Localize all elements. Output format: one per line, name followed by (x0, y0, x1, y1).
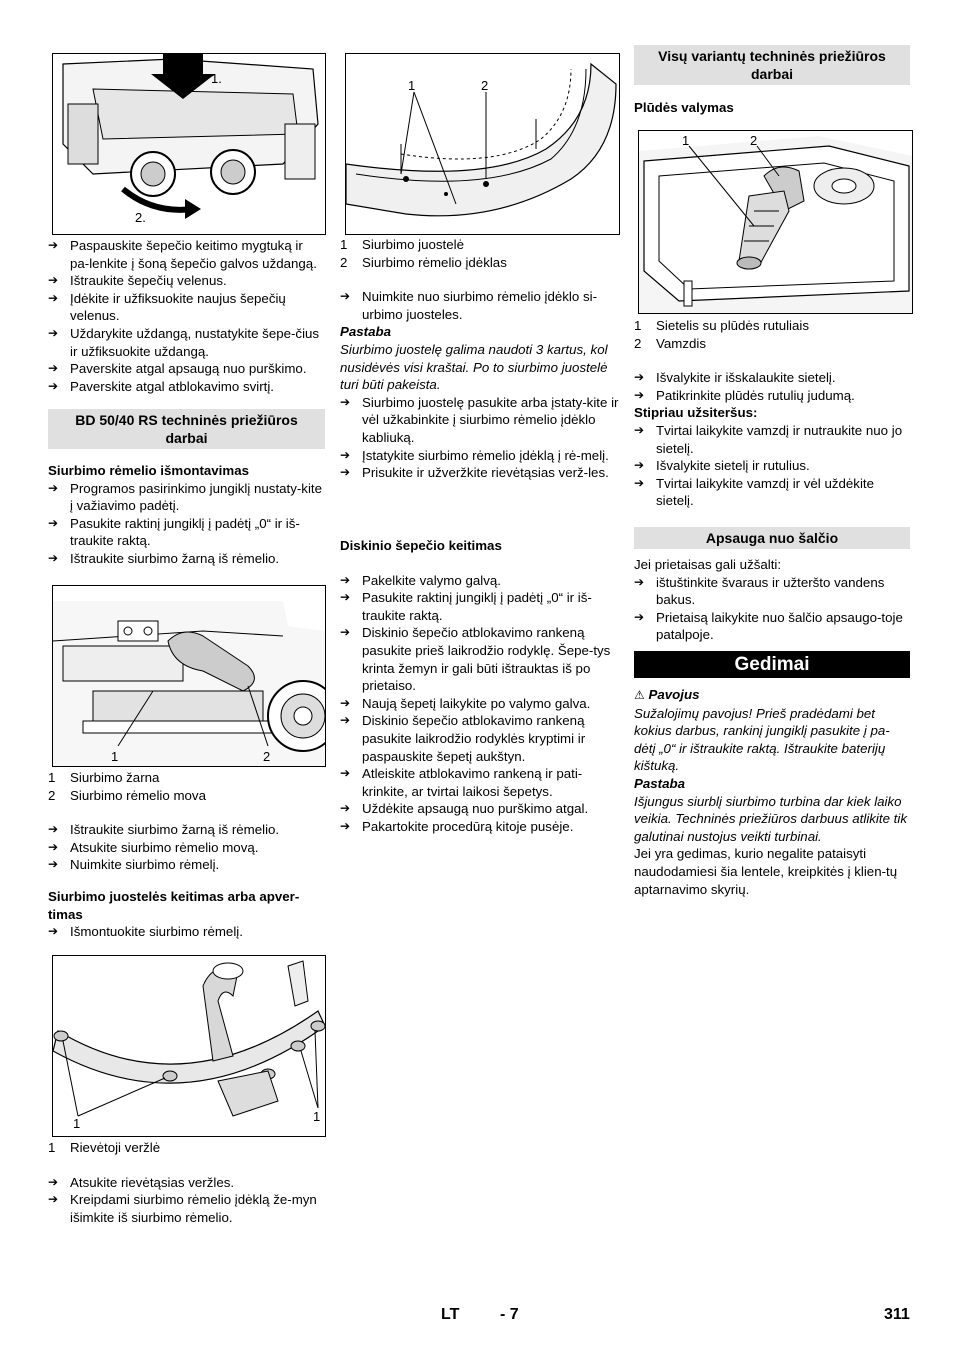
list-item: ➔ Atsukite siurbimo rėmelio movą. (48, 839, 325, 857)
note-text: Išjungus siurblį siurbimo turbina dar kiek laiko veikia. Techninės priežiūros darbuus atlikite tik galutinai nustojus veikti turbinai. (634, 793, 907, 844)
list-item: ➔ Išvalykite sietelį ir rutulius. (634, 457, 910, 475)
list-item: ➔ Diskinio šepečio atblokavimo rankeną pasukite laikrodžio rodyklės kryptimi ir paspauskite šepetį aukštyn. (340, 712, 620, 765)
list-item: ➔ Nuimkite nuo siurbimo rėmelio įdėklo si-urbimo juosteles. (340, 288, 620, 323)
list-item: ➔ Išmontuokite siurbimo rėmelį. (48, 923, 325, 941)
legend-item (634, 317, 910, 335)
list-item: ➔ Išvalykite ir išskalaukite sietelį. (634, 369, 910, 387)
list-item: ➔ Atsukite rievėtąsias veržles. (48, 1174, 325, 1192)
fig3-callout-1a: 1 (73, 1116, 81, 1131)
note-title: Pastaba (634, 775, 685, 791)
legend-number: 1 (634, 318, 642, 333)
list-item: ➔ Kreipdami siurbimo rėmelio įdėklą že-myn išimkite iš siurbimo rėmelio. (48, 1191, 325, 1226)
list-item: ➔ Tvirtai laikykite vamzdį ir vėl uždėkite sietelį. (634, 475, 910, 510)
list-item: ➔ Pasukite raktinį jungiklį į padėtį „0“ ir iš-traukite raktą. (48, 515, 325, 550)
list-item: ➔ Paverskite atgal apsaugą nuo purškimo. (48, 360, 325, 378)
legend-text: Siurbimo rėmelio įdėklas (362, 254, 507, 270)
legend-number: 2 (340, 254, 348, 270)
legend-figure-2 (48, 769, 325, 874)
section-frost (634, 556, 910, 644)
section-faults (634, 686, 910, 898)
legend-number: 2 (48, 787, 56, 803)
figure-suction-strip (345, 53, 620, 235)
section-remove-frame (48, 462, 325, 568)
legend-item (340, 254, 620, 272)
figure-float-sieve (638, 130, 913, 314)
list-item: ➔ Paverskite atgal atblokavimo svirtį. (48, 378, 325, 396)
legend-figure-4 (340, 236, 620, 482)
danger-title: Pavojus (648, 687, 700, 702)
legend-text: Vamzdis (656, 335, 706, 351)
footer-page-number: 311 (884, 1306, 910, 1323)
fig3-callout-1b: 1 (313, 1109, 321, 1124)
note-text: Siurbimo juostelę galima naudoti 3 kartus, kol nusidėvės visi kraštai. Po to siurbimo juostelė turi būti pakeista. (340, 341, 608, 393)
fig5-callout-1: 1 (682, 133, 690, 148)
heading-heavily-soiled: Stipriau užsiteršus: (634, 405, 758, 421)
figure-suction-hose (52, 585, 326, 767)
figure-knurled-nuts (52, 955, 326, 1137)
fig1-callout-2: 2. (135, 210, 146, 225)
list-item: ➔ Naują šepetį laikykite po valymo galva. (340, 695, 620, 713)
fig5-callout-2: 2 (750, 133, 758, 148)
heading-strip-change: Siurbimo juostelės keitimas arba apver-timas (48, 889, 300, 922)
list-item: ➔ Pakelkite valymo galvą. (340, 572, 620, 590)
list-item: ➔ Patikrinkite plūdės rutulių judumą. (634, 387, 910, 405)
list-item: ➔ ištuštinkite švaraus ir užteršto vandens bakus. (634, 574, 910, 609)
heading-float-cleaning: Plūdės valymas (634, 100, 734, 115)
list-item: ➔ Uždarykite uždangą, nustatykite šepe-čius ir užfiksuokite uždangą. (48, 325, 325, 360)
legend-number: 1 (48, 770, 56, 785)
legend-figure-5 (634, 317, 910, 510)
legend-item (340, 236, 620, 254)
list-item: ➔ Įstatykite siurbimo rėmelio įdėklą į rė-melį. (340, 447, 620, 465)
list-item: ➔ Uždėkite apsaugą nuo purškimo atgal. (340, 800, 620, 818)
steps-brush-change (48, 237, 325, 395)
frost-intro: Jei prietaisas gali užšalti: (634, 557, 782, 572)
legend-text: Siurbimo žarna (70, 770, 160, 785)
danger-title-row (634, 686, 910, 705)
legend-number: 2 (634, 335, 642, 351)
legend-text: Sietelis su plūdės rutuliais (656, 318, 809, 333)
fig4-callout-2: 2 (481, 78, 489, 93)
list-item: ➔ Nuimkite siurbimo rėmelį. (48, 856, 325, 874)
list-item: ➔ Įdėkite ir užfiksuokite naujus šepečių velenus. (48, 290, 325, 325)
list-item: ➔ Pakartokite procedūrą kitoje pusėje. (340, 818, 620, 836)
list-item: ➔ Tvirtai laikykite vamzdį ir nutraukite nuo jo sietelį. (634, 422, 910, 457)
section-bar-all-variants: Visų variantų techninės priežiūros darbai (634, 45, 910, 85)
note-title: Pastaba (340, 324, 391, 340)
footer-section-page: - 7 (500, 1306, 519, 1323)
legend-text: Siurbimo juostelė (362, 237, 464, 252)
legend-text: Rievėtoji veržlė (70, 1140, 161, 1155)
danger-text: Sužalojimų pavojus! Prieš pradėdami bet kokius darbus, rankinį jungiklį pasukite į pa-dėtį „0“ ir ištraukite raktą. Ištraukite baterijų kištuką. (634, 705, 890, 774)
legend-item (48, 769, 325, 787)
fig1-callout-1: 1. (211, 71, 222, 86)
legend-item (48, 1139, 325, 1157)
figure-brush-head (52, 53, 326, 235)
fig2-callout-1: 1 (111, 749, 119, 764)
list-item: ➔ Diskinio šepečio atblokavimo rankeną pasukite prieš laikrodžio rodyklę. Šepe-tys krinta žemyn ir gali būti ištrauktas iš po prietaiso. (340, 624, 620, 694)
list-item: ➔ Prietaisą laikykite nuo šalčio apsaugo-toje patalpoje. (634, 609, 910, 644)
legend-text: Siurbimo rėmelio mova (70, 787, 206, 803)
list-item: ➔ Programos pasirinkimo jungiklį nustaty-kite į važiavimo padėtį. (48, 480, 325, 515)
service-text: Jei yra gedimas, kurio negalite pataisyti naudodamiesi šia lentele, kreipkitės į klien-tų aptarnavimo skyrių. (634, 846, 898, 897)
list-item: ➔ Siurbimo juostelę pasukite arba įstaty-kite ir vėl užkabinkite į siurbimo rėmelio įdėklo kabliuką. (340, 394, 620, 447)
legend-number: 1 (48, 1140, 56, 1155)
list-item: ➔ Prisukite ir užveržkite rievėtąsias verž-les. (340, 464, 620, 482)
legend-number: 1 (340, 237, 348, 252)
section-disc-brush (340, 537, 620, 836)
footer-language: LT (441, 1306, 460, 1323)
heading-remove-frame: Siurbimo rėmelio išmontavimas (48, 463, 249, 478)
legend-item (634, 335, 910, 353)
section-bar-bd5040: BD 50/40 RS techninės priežiūros darbai (48, 409, 325, 449)
list-item: ➔ Pasukite raktinį jungiklį į padėtį „0“ ir iš-traukite raktą. (340, 589, 620, 624)
list-item: ➔ Atleiskite atblokavimo rankeną ir pati-krinkite, ar tvirtai laikosi šepetys. (340, 765, 620, 800)
list-item: ➔ Ištraukite šepečių velenus. (48, 272, 325, 290)
warning-triangle-icon: ⚠ (634, 688, 645, 702)
list-item: ➔ Paspauskite šepečio keitimo mygtuką ir pa-lenkite į šoną šepečio galvos uždangą. (48, 237, 325, 272)
fig2-callout-2: 2 (263, 749, 271, 764)
section-bar-frost: Apsauga nuo šalčio (634, 527, 910, 549)
heading-disc-brush: Diskinio šepečio keitimas (340, 538, 502, 553)
list-item: ➔ Ištraukite siurbimo žarną iš rėmelio. (48, 550, 325, 568)
legend-figure-3 (48, 1139, 325, 1226)
section-strip-change (48, 888, 325, 941)
legend-item (48, 787, 325, 805)
section-bar-faults: Gedimai (634, 651, 910, 678)
fig4-callout-1: 1 (408, 78, 416, 93)
list-item: ➔ Ištraukite siurbimo žarną iš rėmelio. (48, 821, 325, 839)
